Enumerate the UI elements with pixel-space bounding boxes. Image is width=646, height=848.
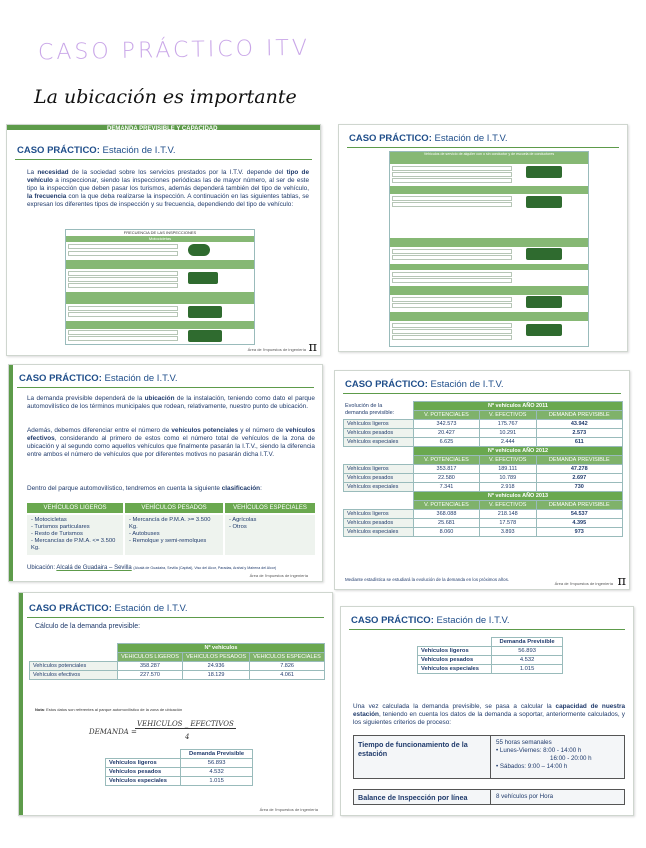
year-band: Nº vehículos AÑO 2013 xyxy=(414,492,623,501)
frequency-table-title: FRECUENCIA DE LAS INSPECCIONES xyxy=(123,230,197,235)
time-line: • Lunes-Viernes: 8:00 - 14:00 h xyxy=(496,747,582,754)
row-label: Vehículos especiales xyxy=(344,438,414,447)
table-row xyxy=(68,277,178,282)
col-header: V. POTENCIALES xyxy=(414,411,480,420)
table-row xyxy=(68,306,178,311)
table-row xyxy=(418,665,563,674)
row-label: Vehículos ligeros xyxy=(344,510,414,519)
vehicles-table xyxy=(29,643,325,680)
time-line: • Sábados: 9:00 – 14:00 h xyxy=(496,763,568,770)
truck-icon xyxy=(526,324,562,336)
table-row xyxy=(344,528,623,537)
demand-table xyxy=(417,637,563,674)
handwritten-subtitle: La ubicación es importante xyxy=(34,86,297,108)
truck-icon xyxy=(526,248,562,260)
frequency-table xyxy=(65,229,255,345)
car-icon xyxy=(188,272,218,284)
cell: 730 xyxy=(536,483,622,492)
cell: 2.697 xyxy=(536,474,622,483)
table-spacer xyxy=(344,501,414,510)
cell: 4.395 xyxy=(536,519,622,528)
row-label: Vehículos ligeros xyxy=(344,465,414,474)
col-header: V. EFECTIVOS xyxy=(479,411,536,420)
table-row xyxy=(344,474,623,483)
cell: 3.893 xyxy=(479,528,536,537)
cell: 22.580 xyxy=(414,474,480,483)
time-line: 55 horas semanales xyxy=(496,739,552,746)
time-label: Tiempo de funcionamiento de la estación xyxy=(358,740,468,758)
table-row xyxy=(392,323,512,328)
table-row xyxy=(68,244,178,249)
table-row xyxy=(68,271,178,276)
table-row xyxy=(392,272,512,277)
table-band xyxy=(390,238,588,247)
table-row xyxy=(392,329,512,334)
row-label: Vehículos pesados xyxy=(344,519,414,528)
slide-3 xyxy=(8,364,323,582)
class-body-ligeros xyxy=(27,515,123,555)
class-body-especiales xyxy=(225,515,315,555)
cell: 54.537 xyxy=(536,510,622,519)
year-band: Nº vehículos AÑO 2011 xyxy=(414,402,623,411)
pi-logo: π xyxy=(308,340,317,355)
row-label: Vehículos ligeros xyxy=(106,759,181,768)
table-spacer xyxy=(106,750,181,759)
row-label: Vehículos ligeros xyxy=(418,647,492,656)
table-row xyxy=(392,255,512,260)
bus-icon xyxy=(188,306,222,318)
evolution-table xyxy=(343,401,623,537)
cell: 4.532 xyxy=(492,656,563,665)
table-row xyxy=(68,283,178,288)
balance-label: Balance de Inspección por línea xyxy=(358,793,468,802)
cell: 7.341 xyxy=(414,483,480,492)
slide-4 xyxy=(334,370,630,590)
frequency-band: Motocicletas xyxy=(66,236,254,242)
table-band xyxy=(390,312,588,321)
formula-left: DEMANDA = xyxy=(89,728,137,736)
col-header: DEMANDA PREVISIBLE xyxy=(536,456,622,465)
table-spacer xyxy=(344,402,414,411)
row-label: Vehículos potenciales xyxy=(30,662,118,671)
cell: 47.278 xyxy=(536,465,622,474)
table-row xyxy=(344,519,623,528)
slide-footer: Área de l'mpuestos de ingeniería xyxy=(249,573,308,578)
cell: 18.129 xyxy=(183,671,250,680)
car-icon xyxy=(526,166,562,178)
table-row xyxy=(392,172,512,177)
calc-title: Cálculo de la demanda previsible: xyxy=(35,623,141,630)
slide-heading-rule xyxy=(347,147,619,148)
slide-footer: Área de l'mpuestos de ingeniería xyxy=(554,581,613,586)
frequency-table-2 xyxy=(389,151,589,347)
cell: 17.578 xyxy=(479,519,536,528)
demand-header: Demanda Previsible xyxy=(181,750,253,759)
band-header: Nº vehículos xyxy=(118,644,325,653)
balance-value: 8 vehículos por Hora xyxy=(496,793,554,800)
slide-2 xyxy=(338,124,628,352)
class-body-pesados xyxy=(125,515,223,555)
table-row xyxy=(106,768,253,777)
slide-heading: CASO PRÁCTICO: Estación de I.T.V. xyxy=(17,145,176,156)
time-box xyxy=(353,735,625,779)
table-band xyxy=(390,286,588,295)
table-row xyxy=(418,647,563,656)
cell: 368.088 xyxy=(414,510,480,519)
slide-1 xyxy=(6,124,321,356)
cell: 7.826 xyxy=(250,662,325,671)
col-header: VEHICULOS ESPECIALES xyxy=(250,653,325,662)
slide-left-bar xyxy=(19,593,23,815)
cell: 10.789 xyxy=(479,474,536,483)
slide-heading: CASO PRÁCTICO: Estación de I.T.V. xyxy=(351,615,510,626)
slide-6 xyxy=(340,606,634,816)
table-row xyxy=(392,303,512,308)
col-header: DEMANDA PREVISIBLE xyxy=(536,501,622,510)
class-head-ligeros: VEHÍCULOS LIGEROS xyxy=(27,503,123,513)
table-band xyxy=(66,292,254,304)
table-row xyxy=(392,297,512,302)
row-label: Vehículos ligeros xyxy=(344,420,414,429)
bus-icon xyxy=(526,196,562,208)
table-row xyxy=(106,759,253,768)
col-header: VEHICULOS PESADOS xyxy=(183,653,250,662)
table-spacer xyxy=(344,492,414,501)
evolution-note: Mediante estadística se estudiará la evolución de la demanda en los próximos años. xyxy=(345,577,510,582)
ubicacion-line: Ubicación: Alcalá de Guadaira – Sevilla (Alcalá de Guadaira, Sevilla (Capital), Viso del Alcor, Paradas, Arahal y Mairena del Alcor) xyxy=(27,565,277,571)
table-row xyxy=(344,420,623,429)
table-row xyxy=(68,251,178,256)
table-row xyxy=(392,166,512,171)
table-row xyxy=(392,202,512,207)
table-row xyxy=(344,483,623,492)
row-label: Vehículos pesados xyxy=(418,656,492,665)
table-row xyxy=(106,777,253,786)
class-head-pesados: VEHÍCULOS PESADOS xyxy=(125,503,223,513)
list-item: - Agrícolas xyxy=(229,517,257,523)
table-row xyxy=(344,465,623,474)
cell: 25.681 xyxy=(414,519,480,528)
table-spacer xyxy=(30,644,118,653)
cell: 4.061 xyxy=(250,671,325,680)
slide-heading-rule xyxy=(27,617,324,618)
slide-heading: CASO PRÁCTICO: Estación de I.T.V. xyxy=(345,379,504,390)
table-row xyxy=(392,335,512,340)
motorcycle-icon xyxy=(188,244,210,256)
row-label: Vehículos pesados xyxy=(106,768,181,777)
cell: 20.427 xyxy=(414,429,480,438)
table-spacer xyxy=(344,411,414,420)
col-header: V. EFECTIVOS xyxy=(479,456,536,465)
list-item: - Autobuses xyxy=(129,531,160,537)
row-label: Vehículos efectivos xyxy=(30,671,118,680)
cell: 4.532 xyxy=(181,768,253,777)
table-row xyxy=(392,249,512,254)
time-line: 16:00 - 20:00 h xyxy=(550,755,592,762)
col-header: V. EFECTIVOS xyxy=(479,501,536,510)
table-spacer xyxy=(344,447,414,456)
list-item: - Mercancía de P.M.A. >= 3.500 Kg. xyxy=(129,517,211,530)
row-label: Vehículos especiales xyxy=(418,665,492,674)
slide-heading-rule xyxy=(343,393,621,394)
table-row xyxy=(344,429,623,438)
table-row xyxy=(68,312,178,317)
balance-box xyxy=(353,789,625,805)
formula-denominator: 4 xyxy=(185,733,190,741)
class-head-especiales: VEHÍCULOS ESPECIALES xyxy=(225,503,315,513)
year-band: Nº vehículos AÑO 2012 xyxy=(414,447,623,456)
row-label: Vehículos especiales xyxy=(344,528,414,537)
table-row xyxy=(30,662,325,671)
list-item: - Motocicletas xyxy=(31,517,67,523)
slide-heading-rule xyxy=(15,159,312,160)
formula-numerator: VEHICULOS _ EFECTIVOS xyxy=(137,720,234,728)
cell: 2.573 xyxy=(536,429,622,438)
table-note: Nota: Estos datos son referentes al parque automovilístico de la zona de ubicación xyxy=(35,707,183,712)
row-label: Vehículos especiales xyxy=(344,483,414,492)
slide-heading-rule xyxy=(349,629,625,630)
cell: 353.817 xyxy=(414,465,480,474)
handwritten-title: CASO PRÁCTICO ITV xyxy=(37,35,311,66)
table-spacer xyxy=(30,653,118,662)
cell: 227.570 xyxy=(118,671,183,680)
cell: 24.936 xyxy=(183,662,250,671)
table-band xyxy=(66,260,254,269)
table-row xyxy=(418,656,563,665)
cell: 8.060 xyxy=(414,528,480,537)
list-item: - Resto de Turismos xyxy=(31,531,83,537)
demand-header: Demanda Previsible xyxy=(492,638,563,647)
slide6-paragraph: Una vez calculada la demanda previsible, se pasa a calcular la capacidad de nuestra estación, teniendo en cuenta los datos de la demanda a soportar, anteriormente calculados, y los siguientes criterios de proceso: xyxy=(353,703,626,726)
cell: 56.893 xyxy=(181,759,253,768)
table-row xyxy=(344,438,623,447)
slide-heading-rule xyxy=(17,387,314,388)
slide-footer: Área de l'mpuestos de ingeniería xyxy=(259,807,318,812)
cell: 10.291 xyxy=(479,429,536,438)
demand-table xyxy=(105,749,253,786)
cell: 2.444 xyxy=(479,438,536,447)
cell: 1.015 xyxy=(181,777,253,786)
divider xyxy=(490,790,491,804)
table-row xyxy=(344,510,623,519)
col-header: V. POTENCIALES xyxy=(414,456,480,465)
slide-left-bar xyxy=(9,365,13,581)
cell: 189.111 xyxy=(479,465,536,474)
list-item: - Remolque y semi-remolques xyxy=(129,538,207,544)
cell: 342.573 xyxy=(414,420,480,429)
table-row xyxy=(392,178,512,183)
slide-footer: Área de l'mpuestos de ingeniería xyxy=(247,347,306,352)
table-band: Vehículos de servicio de alquiler con o sin conductor y de escuela de conductores xyxy=(390,152,588,164)
time-details xyxy=(496,739,592,771)
table-band xyxy=(66,321,254,329)
row-label: Vehículos especiales xyxy=(106,777,181,786)
cell: 611 xyxy=(536,438,622,447)
truck-icon xyxy=(188,330,222,342)
list-item: - Otros xyxy=(229,524,247,530)
divider xyxy=(490,736,491,778)
row-label: Vehículos pesados xyxy=(344,474,414,483)
cell: 2.918 xyxy=(479,483,536,492)
slide-5 xyxy=(18,592,333,816)
list-item: - Mercancías de P.M.A. <= 3.500 Kg. xyxy=(31,538,116,551)
table-spacer xyxy=(418,638,492,647)
table-band xyxy=(390,186,588,194)
table-spacer xyxy=(344,456,414,465)
table-band xyxy=(390,264,588,270)
table-row xyxy=(392,278,512,283)
slide3-paragraph-2: Además, debemos diferenciar entre el número de vehículos potenciales y el número de vehículos efectivos, considerando al primero de estos como el número total de vehículos de la zona de ubicación y al segundo como aquellos vehículos que finalmente pasarán la I.T.V., siendo la diferencia entre ambos el número de vehículos que por diferentes motivos no pasarán dicha I.T.V. xyxy=(27,427,316,458)
cell: 175.767 xyxy=(479,420,536,429)
table-row xyxy=(392,196,512,201)
cell: 56.893 xyxy=(492,647,563,656)
col-header: DEMANDA PREVISIBLE xyxy=(536,411,622,420)
tractor-icon xyxy=(526,296,562,308)
slide3-paragraph-3: Dentro del parque automovilístico, tendremos en cuenta la siguiente clasificación: xyxy=(27,485,262,492)
cell: 218.148 xyxy=(479,510,536,519)
cell: 358.287 xyxy=(118,662,183,671)
table-row xyxy=(30,671,325,680)
cell: 1.015 xyxy=(492,665,563,674)
list-item: - Turismos particulares xyxy=(31,524,90,530)
cell: 973 xyxy=(536,528,622,537)
slide1-paragraph: La necesidad de la sociedad sobre los servicios prestados por la I.T.V. depende del tipo de vehículo a inspeccionar, siendo las inspecciones periódicas las de mayor número, al ser de este tipo la inspección que deben pasar los turismos, además dependerá también del tipo de vehículo, la frecuencia con la que deba realizarse la inspección. A continuación en las siguientes tablas, se expresan los diferentes tipos de inspección y su frecuencia, dependiendo del tipo de vehículo: xyxy=(27,169,310,208)
table-row xyxy=(68,330,178,335)
cell: 43.942 xyxy=(536,420,622,429)
row-label: Vehículos pesados xyxy=(344,429,414,438)
slide-heading: CASO PRÁCTICO: Estación de I.T.V. xyxy=(349,133,508,144)
cell: 6.625 xyxy=(414,438,480,447)
slide3-paragraph-1: La demanda previsible dependerá de la ubicación de la instalación, teniendo como dato el parque automovilístico de los términos municipales que rodean, relativamente, nuestro punto de ubicación. xyxy=(27,395,315,410)
slide-clipped-title: DEMANDA PREVISIBLE Y CAPACIDAD xyxy=(107,126,218,132)
table-row xyxy=(68,336,178,341)
slide-heading: CASO PRÁCTICO: Estación de I.T.V. xyxy=(29,603,188,614)
col-header: VEHICULOS LIGEROS xyxy=(118,653,183,662)
col-header: V. POTENCIALES xyxy=(414,501,480,510)
evolution-label: Evolución de la demanda previsible: xyxy=(345,403,395,416)
slide-heading: CASO PRÁCTICO: Estación de I.T.V. xyxy=(19,373,178,384)
pi-logo: π xyxy=(617,574,626,589)
